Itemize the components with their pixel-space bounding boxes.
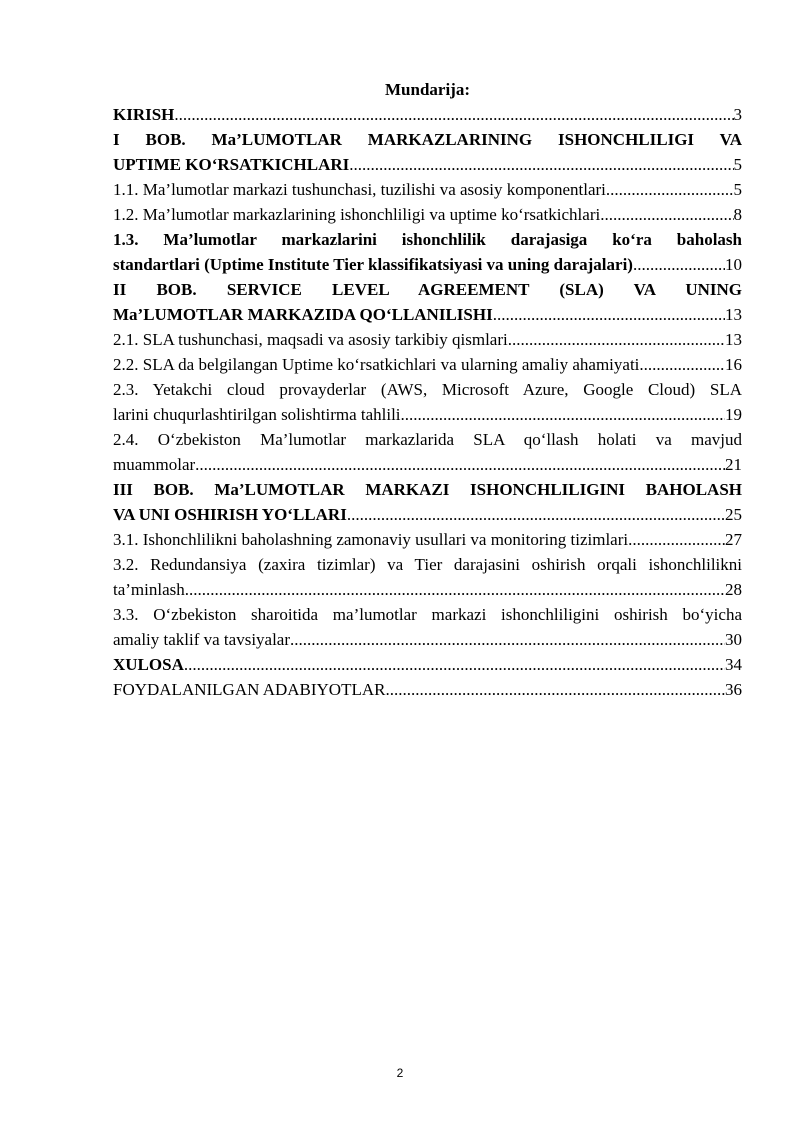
toc-entry-text: KIRISH [113, 105, 175, 124]
toc-entry-text: Ma’LUMOTLAR MARKAZIDA QO‘LLANILISHI [113, 305, 493, 324]
toc-page-number: 10 [725, 255, 742, 274]
toc-entry-text-line1: I BOB. Ma’LUMOTLAR MARKAZLARINING ISHONCHLILIGI VA [113, 130, 742, 149]
toc-entry-bob-2[interactable] [113, 277, 742, 327]
toc-title: Mundarija: [385, 80, 470, 99]
toc-leader-dots [633, 252, 725, 277]
toc-leader-dots [347, 502, 725, 527]
toc-entry-text-line1: 2.3. Yetakchi cloud provayderlar (AWS, Microsoft Azure, Google Cloud) SLA [113, 380, 742, 399]
toc-entry-2-1[interactable] [113, 327, 742, 352]
toc-entry-text-line1: 1.3. Ma’lumotlar markazlarini ishonchlilik darajasiga ko‘ra baholash [113, 230, 742, 249]
toc-entry-text-line1: III BOB. Ma’LUMOTLAR MARKAZI ISHONCHLILIGINI BAHOLASH [113, 480, 742, 499]
toc-page-number: 8 [733, 205, 742, 224]
toc-leader-dots [349, 152, 733, 177]
toc-entry-1-1[interactable] [113, 177, 742, 202]
toc-page-number: 25 [725, 505, 742, 524]
page-number: 2 [396, 1066, 404, 1080]
toc-page-number: 13 [725, 305, 742, 324]
toc-leader-dots [174, 102, 733, 127]
toc-entry-text: VA UNI OSHIRISH YO‘LLARI [113, 505, 347, 524]
toc-page-number: 13 [725, 330, 742, 349]
toc-entry-xulosa[interactable] [113, 652, 742, 677]
toc-entry-text: FOYDALANILGAN ADABIYOTLAR [113, 680, 386, 699]
toc-entry-text: 2.1. SLA tushunchasi, maqsadi va asosiy tarkibiy qismlari [113, 330, 508, 349]
toc-entry-3-2[interactable] [113, 552, 742, 602]
toc-leader-dots [385, 677, 725, 702]
toc-entry-text-line1: 3.2. Redundansiya (zaxira tizimlar) va Tier darajasini oshirish orqali ishonchlilikni [113, 555, 742, 574]
toc-entry-2-3[interactable] [113, 377, 742, 427]
toc-leader-dots [639, 352, 725, 377]
toc-page-number: 5 [733, 180, 742, 199]
toc-entry-text: 2.2. SLA da belgilangan Uptime ko‘rsatkichlari va ularning amaliy ahamiyati [113, 355, 640, 374]
toc-entry-text: UPTIME KO‘RSATKICHLARI [113, 155, 350, 174]
toc-page-number: 19 [725, 405, 742, 424]
toc-leader-dots [606, 177, 734, 202]
toc-page-number: 34 [725, 655, 742, 674]
toc-entry-2-2[interactable] [113, 352, 742, 377]
toc-entry-2-4[interactable] [113, 427, 742, 477]
toc-entry-text: muammolar [113, 455, 196, 474]
toc-entry-text: larini chuqurlashtirilgan solishtirma tahlili [113, 405, 401, 424]
toc-entry-kirish[interactable] [113, 102, 742, 127]
toc-leader-dots [185, 577, 725, 602]
table-of-contents [113, 77, 742, 702]
toc-entry-text: 1.2. Ma’lumotlar markazlarining ishonchliligi va uptime ko‘rsatkichlari [113, 205, 601, 224]
toc-entry-text: ta’minlash [113, 580, 185, 599]
toc-entry-adabiyotlar[interactable] [113, 677, 742, 702]
toc-entry-1-3[interactable] [113, 227, 742, 277]
toc-leader-dots [508, 327, 725, 352]
toc-entry-bob-1[interactable] [113, 127, 742, 177]
toc-entry-3-1[interactable] [113, 527, 742, 552]
toc-leader-dots [184, 652, 725, 677]
toc-leader-dots [290, 627, 725, 652]
toc-page-number: 30 [725, 630, 742, 649]
toc-leader-dots [401, 402, 725, 427]
toc-entry-1-2[interactable] [113, 202, 742, 227]
toc-entry-text-line1: 3.3. O‘zbekiston sharoitida ma’lumotlar markazi ishonchliligini oshirish bo‘yicha [113, 605, 742, 624]
toc-entry-3-3[interactable] [113, 602, 742, 652]
toc-page-number: 5 [733, 155, 742, 174]
toc-page-number: 27 [725, 530, 742, 549]
toc-leader-dots [493, 302, 725, 327]
toc-page-number: 3 [733, 105, 742, 124]
toc-entry-text: 1.1. Ma’lumotlar markazi tushunchasi, tuzilishi va asosiy komponentlari [113, 180, 606, 199]
toc-leader-dots [195, 452, 725, 477]
toc-leader-dots [600, 202, 733, 227]
toc-entry-text: 3.1. Ishonchlilikni baholashning zamonaviy usullari va monitoring tizimlari [113, 530, 629, 549]
toc-page-number: 16 [725, 355, 742, 374]
toc-entry-text-line1: II BOB. SERVICE LEVEL AGREEMENT (SLA) VA UNING [113, 280, 742, 299]
toc-page-number: 36 [725, 680, 742, 699]
toc-entry-bob-3[interactable] [113, 477, 742, 527]
toc-entry-text: amaliy taklif va tavsiyalar [113, 630, 291, 649]
toc-entry-text: standartlari (Uptime Institute Tier klassifikatsiyasi va uning darajalari) [113, 255, 633, 274]
toc-page-number: 28 [725, 580, 742, 599]
toc-entry-text-line1: 2.4. O‘zbekiston Ma’lumotlar markazlarida SLA qo‘llash holati va mavjud [113, 430, 742, 449]
toc-leader-dots [628, 527, 725, 552]
toc-page-number: 21 [725, 455, 742, 474]
toc-entry-text: XULOSA [113, 655, 184, 674]
